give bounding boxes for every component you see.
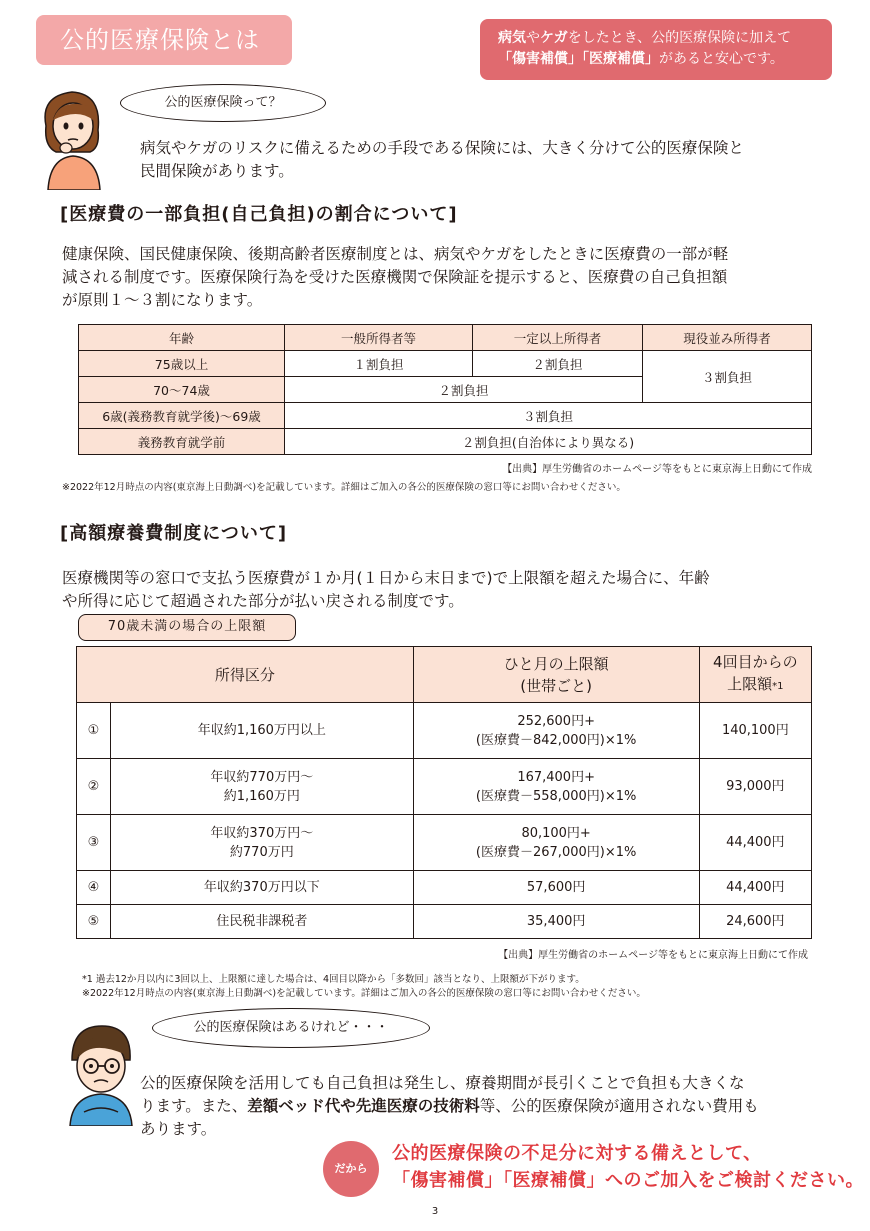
age-cell: 70～74歳 [79, 377, 285, 403]
man-text-line1: 公的医療保険を活用しても自己負担は発生し、療養期間が長引くことで負担も大きくな [140, 1074, 745, 1092]
woman-text-line2: 民間保険があります。 [140, 162, 294, 180]
high-cost-table [76, 646, 812, 939]
table-row [77, 759, 812, 815]
income-cell: 年収約370万円以下 [111, 871, 414, 905]
cta-text [392, 1140, 864, 1194]
woman-thinking-illustration [38, 86, 108, 190]
page-title: 公的医療保険とは [36, 15, 292, 65]
section2-text-line1: 医療機関等の窓口で支払う医療費が１か月(１日から末日まで)で上限額を超えた場合に、年齢 [62, 569, 710, 587]
cta-line1: 公的医療保険の不足分に対する備えとして、 [392, 1143, 762, 1164]
limit-formula: (医療費－842,000円)×1% [475, 732, 637, 748]
income-line2: 約770万円 [229, 844, 294, 860]
header-active-income: 現役並み所得者 [643, 325, 812, 351]
income-cell: 年収約1,160万円以上 [111, 703, 414, 759]
woman-text [140, 137, 744, 183]
table-row [79, 351, 812, 377]
section1-text-line2: 減される制度です。医療保険行為を受けた医療機関で保険証を提示すると、医療費の自己負担額 [62, 268, 728, 286]
table-header-row [77, 647, 812, 703]
section1-heading: [医療費の一部負担(自己負担)の割合について] [60, 204, 458, 225]
header-fourth-limit [699, 647, 811, 703]
man-worried-illustration [62, 1020, 140, 1126]
income-line1: 年収約370万円～ [210, 825, 314, 841]
limit-base: 252,600円+ [517, 713, 595, 729]
header-monthly-limit [413, 647, 699, 703]
row-number: ④ [77, 871, 111, 905]
age-cell: 75歳以上 [79, 351, 285, 377]
man-speech-bubble: 公的医療保険はあるけれど・・・ [152, 1008, 430, 1048]
cta-line2: 「傷害補償」「医療補償」へのご加入をご検討ください。 [392, 1170, 864, 1191]
fourth-limit-cell: 140,100円 [699, 703, 811, 759]
row-number: ② [77, 759, 111, 815]
intro-injury: ケガ [540, 30, 568, 46]
header-monthly-limit-line1: ひと月の上限額 [503, 654, 609, 673]
table1-source: 【出典】厚生労働省のホームページ等をもとに東京海上日動にて作成 [502, 464, 812, 475]
limit-base: 167,400円+ [517, 769, 595, 785]
header-age: 年齢 [79, 325, 285, 351]
section1-text [62, 243, 728, 312]
intro-banner [480, 19, 832, 80]
fourth-limit-cell: 44,400円 [699, 815, 811, 871]
row-number: ① [77, 703, 111, 759]
limit-cell: 35,400円 [413, 905, 699, 939]
under70-label: 70歳未満の場合の上限額 [78, 614, 296, 641]
section2-text-line2: や所得に応じて超過された部分が払い戻される制度です。 [62, 592, 464, 610]
table-row [79, 403, 812, 429]
age-cell: 義務教育就学前 [79, 429, 285, 455]
man-text-line2-a: ります。また、 [140, 1097, 248, 1115]
woman-speech-bubble: 公的医療保険って？ [120, 84, 326, 122]
fourth-limit-cell: 93,000円 [699, 759, 811, 815]
table2-source: 【出典】厚生労働省のホームページ等をもとに東京海上日動にて作成 [498, 950, 808, 961]
rate-cell: １割負担 [285, 351, 473, 377]
income-line1: 年収約770万円～ [210, 769, 314, 785]
section2-heading: [高額療養費制度について] [60, 523, 288, 544]
intro-text-ya: や [526, 30, 540, 46]
limit-cell [413, 759, 699, 815]
table-row [77, 905, 812, 939]
rate-cell: ３割負担 [643, 351, 812, 403]
man-text-line3: あります。 [140, 1120, 217, 1138]
woman-text-line1: 病気やケガのリスクに備えるための手段である保険には、大きく分けて公的医療保険と [140, 139, 744, 157]
limit-cell [413, 815, 699, 871]
limit-cell [413, 703, 699, 759]
income-cell: 住民税非課税者 [111, 905, 414, 939]
table2-note1: *1 過去12か月以内に3回以上、上限額に達した場合は、4回目以降から「多数回」該当となり、上限額が下がります。 [82, 974, 585, 985]
table-header-row [79, 325, 812, 351]
row-number: ⑤ [77, 905, 111, 939]
man-text-line2-b: 等、公的医療保険が適用されない費用も [479, 1097, 759, 1115]
page-number: 3 [431, 1206, 439, 1217]
man-text-line2-bold: 差額ベッド代や先進医療の技術料 [247, 1097, 480, 1115]
header-fourth-limit-line1: 4回目からの [713, 653, 798, 671]
header-monthly-limit-line2: (世帯ごと) [520, 676, 592, 695]
limit-base: 80,100円+ [521, 825, 591, 841]
fourth-limit-cell: 24,600円 [699, 905, 811, 939]
fourth-limit-cell: 44,400円 [699, 871, 811, 905]
intro-coverage-names: 「傷害補償」「医療補償」 [498, 51, 659, 67]
section1-text-line1: 健康保険、国民健康保険、後期高齢者医療制度とは、病気やケガをしたときに医療費の一部が軽 [62, 245, 729, 263]
intro-line2-rest: があると安心です。 [659, 51, 784, 67]
row-number: ③ [77, 815, 111, 871]
limit-formula: (医療費－267,000円)×1% [475, 844, 637, 860]
header-income: 所得区分 [77, 647, 414, 703]
table-row [77, 871, 812, 905]
age-cell: 6歳(義務教育就学後)～69歳 [79, 403, 285, 429]
table1-note: ※2022年12月時点の内容(東京海上日動調べ)を記載しています。詳細はご加入の各公的医療保険の窓口等にお問い合わせください。 [62, 482, 626, 493]
income-cell [111, 759, 414, 815]
rate-cell: ２割負担 [473, 351, 643, 377]
limit-cell: 57,600円 [413, 871, 699, 905]
man-text [140, 1072, 759, 1141]
header-certain-income: 一定以上所得者 [473, 325, 643, 351]
table-row [79, 429, 812, 455]
table2-note2: ※2022年12月時点の内容(東京海上日動調べ)を記載しています。詳細はご加入の各公的医療保険の窓口等にお問い合わせください。 [82, 988, 646, 999]
footnote-mark: *1 [772, 681, 784, 692]
rate-cell: ３割負担 [285, 403, 812, 429]
income-line2: 約1,160万円 [223, 788, 300, 804]
intro-illness: 病気 [498, 30, 526, 46]
header-fourth-limit-line2: 上限額 [727, 675, 773, 693]
limit-formula: (医療費－558,000円)×1% [475, 788, 637, 804]
cta-badge: だから [323, 1141, 379, 1197]
table-row [77, 703, 812, 759]
table2-notes [82, 973, 646, 1001]
rate-cell: ２割負担(自治体により異なる) [285, 429, 812, 455]
table-row [77, 815, 812, 871]
rate-cell: ２割負担 [285, 377, 643, 403]
section2-text [62, 567, 710, 613]
income-cell [111, 815, 414, 871]
header-general-income: 一般所得者等 [285, 325, 473, 351]
intro-text-rest: をしたとき、公的医療保険に加えて [567, 30, 792, 46]
copay-table [78, 324, 812, 455]
section1-text-line3: が原則１～３割になります。 [62, 291, 263, 309]
